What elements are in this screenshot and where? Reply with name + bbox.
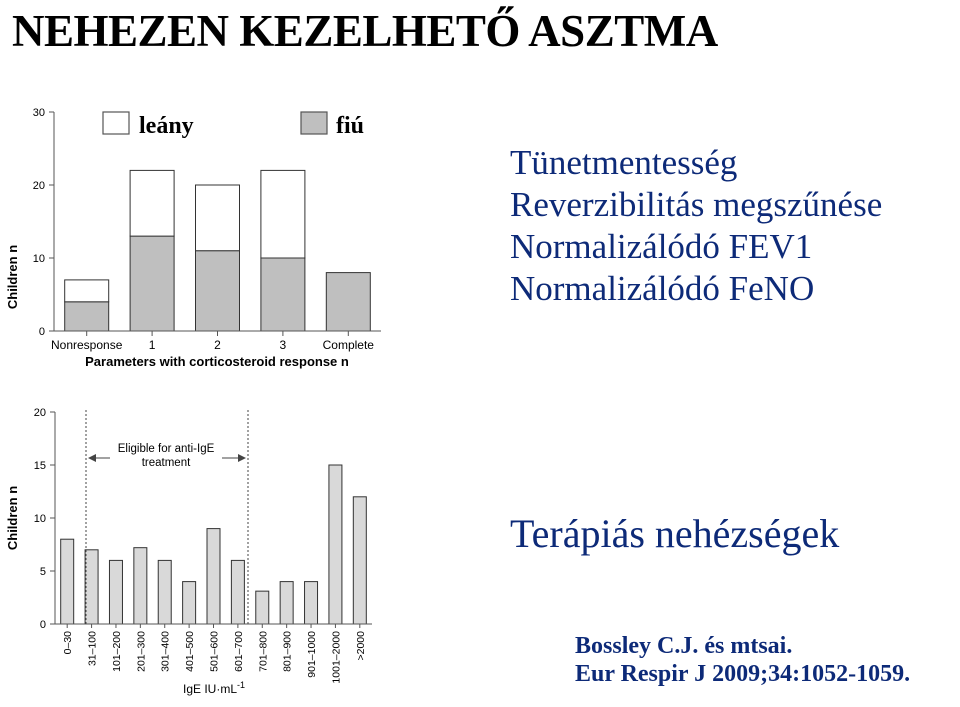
bar — [207, 529, 220, 624]
citation-authors: Bossley C.J. és mtsai. — [575, 633, 793, 659]
x-tick-label: >2000 — [354, 631, 367, 661]
bar-segment-leany — [130, 170, 174, 236]
bar-segment-leany — [196, 185, 240, 251]
corticosteroid-response-chart — [0, 95, 400, 380]
y-tick-label: 0 — [39, 619, 46, 631]
bar-segment-leany — [65, 280, 109, 302]
y-tick-label: 15 — [33, 460, 46, 472]
arrow-right-icon — [238, 454, 246, 462]
x-tick-label: 501–600 — [208, 631, 221, 672]
citation-journal: Eur Respir J 2009;34:1052-1059. — [575, 661, 911, 687]
x-tick-label: Complete — [322, 338, 374, 352]
x-tick-label: 201–300 — [135, 631, 148, 672]
x-axis-label-main: IgE IU·mL — [182, 682, 237, 696]
x-tick-label: 901–1000 — [306, 631, 319, 678]
bar — [85, 550, 98, 624]
bullet-item: Reverzibilitás megszűnése — [510, 185, 883, 224]
legend-label-leany: leány — [139, 113, 194, 139]
legend — [103, 112, 364, 139]
legend-label-fiu: fiú — [336, 113, 365, 139]
y-axis-label: Children n — [5, 244, 20, 310]
x-tick-label: 1 — [148, 338, 156, 352]
bar — [305, 582, 318, 624]
x-axis-label-sup: -1 — [237, 680, 246, 690]
x-tick-label: 3 — [279, 338, 287, 352]
annotation-line2: treatment — [141, 457, 191, 469]
bar-segment-fiu — [65, 302, 109, 331]
bullet-item: Tünetmentesség — [510, 143, 738, 182]
x-tick-label: 2 — [214, 338, 221, 352]
x-tick-label: 31–100 — [86, 631, 99, 667]
x-tick-label: 1001–2000 — [330, 631, 343, 684]
bar-segment-fiu — [130, 236, 174, 331]
y-tick-label: 10 — [32, 253, 45, 265]
legend-swatch-leany — [103, 112, 129, 134]
x-tick-label: 701–800 — [257, 631, 270, 672]
bar — [329, 465, 342, 624]
bar-segment-fiu — [261, 258, 305, 331]
bar — [280, 582, 293, 624]
legend-swatch-fiu — [301, 112, 327, 134]
x-tick-label: 601–700 — [232, 631, 245, 672]
x-axis-label: Parameters with corticosteroid response n — [85, 354, 349, 369]
annotation-line1: Eligible for anti-IgE — [117, 443, 215, 455]
y-tick-label: 10 — [33, 513, 46, 525]
bar — [183, 582, 196, 624]
x-tick-label: 101–200 — [110, 631, 123, 672]
citation — [575, 632, 910, 688]
bar — [134, 548, 147, 624]
y-tick-label: 30 — [32, 107, 45, 119]
x-axis-label — [183, 680, 245, 696]
bullet-item: Normalizálódó FEV1 — [510, 227, 813, 266]
x-tick-label: 0–30 — [62, 631, 75, 655]
x-tick-label: 301–400 — [159, 631, 172, 672]
x-tick-label: 801–900 — [281, 631, 294, 672]
therapy-heading: Terápiás nehézségek — [510, 511, 840, 556]
y-tick-label: 5 — [39, 566, 46, 578]
bar-segment-leany — [261, 170, 305, 258]
bar-segment-fiu — [196, 251, 240, 331]
y-tick-label: 20 — [32, 180, 45, 192]
bar — [231, 560, 244, 624]
bar — [353, 497, 366, 624]
slide-title: NEHEZEN KEZELHETŐ ASZTMA — [12, 6, 718, 56]
ige-distribution-chart — [0, 395, 400, 707]
y-axis-label: Children n — [5, 485, 20, 551]
bullet-list — [510, 142, 882, 310]
bar — [158, 560, 171, 624]
y-tick-label: 0 — [38, 326, 45, 338]
x-tick-label: Nonresponse — [51, 338, 123, 352]
bar — [109, 560, 122, 624]
bar-segment-fiu — [326, 273, 370, 331]
y-tick-label: 20 — [33, 407, 46, 419]
bar — [256, 591, 269, 624]
arrow-left-icon — [88, 454, 96, 462]
bullet-item: Normalizálódó FeNO — [510, 269, 815, 308]
bar — [61, 539, 74, 624]
x-tick-label: 401–500 — [184, 631, 197, 672]
